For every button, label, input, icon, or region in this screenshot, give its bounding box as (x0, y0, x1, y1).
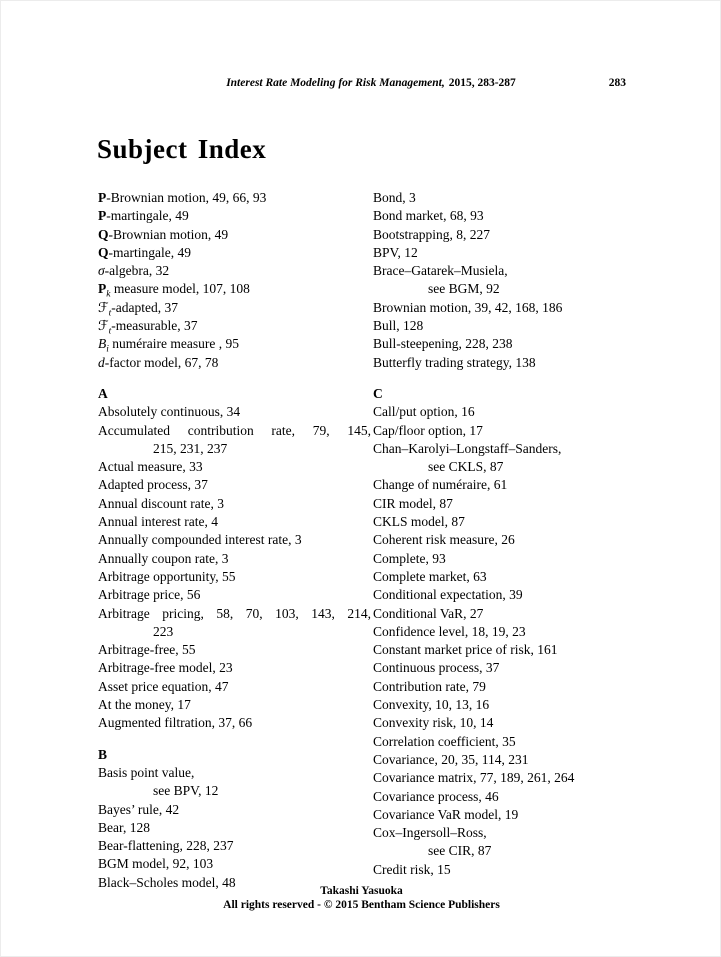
index-entry: Brace–Gatarek–Musiela, (373, 263, 508, 279)
index-entry: Bull-steepening, 228, 238 (373, 336, 513, 352)
index-entry: Confidence level, 18, 19, 23 (373, 623, 526, 639)
index-entry: At the money, 17 (98, 697, 191, 713)
index-letter-heading: C (373, 385, 383, 401)
index-entry: Convexity risk, 10, 14 (373, 715, 494, 731)
index-entry: Bond market, 68, 93 (373, 208, 484, 224)
index-entry: $P_k$ measure model, 107, 108 (98, 281, 250, 301)
index-entry: Arbitrage pricing, 58, 70, 103, 143, 214, (98, 605, 371, 621)
index-entry: Basis point value, (98, 764, 195, 780)
index-entry: Contribution rate, 79 (373, 678, 486, 694)
index-entry: Q-martingale, 49 (98, 244, 191, 260)
index-entry: Arbitrage opportunity, 55 (98, 568, 236, 584)
index-entry-continuation: 223 (153, 623, 174, 639)
index-entry: Bayes’ rule, 42 (98, 801, 180, 817)
index-entry: Arbitrage-free, 55 (98, 642, 196, 658)
index-entry: Q-Brownian motion, 49 (98, 226, 229, 242)
page-footer (1, 884, 721, 912)
page-number: 283 (608, 77, 626, 89)
index-columns (98, 189, 646, 892)
index-entry: Actual measure, 33 (98, 459, 203, 475)
index-entry: ℱ$_t$-adapted, 37 (98, 299, 178, 319)
index-entry: Coherent risk measure, 26 (373, 532, 515, 548)
index-entry: Annually coupon rate, 3 (98, 550, 229, 566)
running-title: Interest Rate Modeling for Risk Management, (226, 77, 445, 89)
index-entry: Conditional VaR, 27 (373, 605, 484, 621)
index-entry-continuation: see BPV, 12 (153, 783, 219, 799)
index-entry: Augmented filtration, 37, 66 (98, 715, 253, 731)
index-entry: Accumulated contribution rate, 79, 145, (98, 422, 371, 438)
index-entry: BGM model, 92, 103 (98, 856, 214, 872)
index-entry: Covariance process, 46 (373, 788, 499, 804)
running-volume-info: 2015, 283-287 (448, 77, 516, 89)
index-entry: Credit risk, 15 (373, 861, 451, 877)
footer-author: Takashi Yasuoka (320, 885, 403, 897)
index-column-left (98, 189, 371, 892)
index-entry: Bond, 3 (373, 190, 416, 205)
index-entry: Bear, 128 (98, 819, 150, 835)
footer-rights: All rights reserved - © 2015 Bentham Science Publishers (223, 899, 500, 911)
index-entry: σ-algebra, 32 (98, 263, 170, 279)
index-entry: Annually compounded interest rate, 3 (98, 532, 302, 548)
index-entry-continuation: see CIR, 87 (428, 843, 492, 859)
index-entry: CKLS model, 87 (373, 514, 465, 530)
index-entry: Chan–Karolyi–Longstaff–Sanders, (373, 440, 562, 456)
index-entry: P-martingale, 49 (98, 208, 189, 224)
index-entry-continuation: see CKLS, 87 (428, 459, 504, 475)
index-entry: Asset price equation, 47 (98, 678, 229, 694)
index-entry: Change of numéraire, 61 (373, 477, 508, 493)
index-entry: Covariance matrix, 77, 189, 261, 264 (373, 770, 575, 786)
index-entry: Constant market price of risk, 161 (373, 642, 558, 658)
index-entry: Covariance VaR model, 19 (373, 806, 519, 822)
index-entry: Complete, 93 (373, 550, 446, 566)
index-entry: Annual interest rate, 4 (98, 514, 218, 530)
index-letter-heading: A (98, 385, 108, 401)
index-entry: ℱ$_t$-measurable, 37 (98, 318, 198, 337)
index-entry-continuation: see BGM, 92 (428, 281, 500, 297)
index-entry: Bear-flattening, 228, 237 (98, 838, 234, 854)
index-entry: Adapted process, 37 (98, 477, 208, 493)
index-entry: Conditional expectation, 39 (373, 587, 523, 603)
index-entry: Annual discount rate, 3 (98, 495, 224, 511)
index-entry: Covariance, 20, 35, 114, 231 (373, 751, 529, 767)
index-entry: Absolutely continuous, 34 (98, 404, 241, 420)
index-entry: Convexity, 10, 13, 16 (373, 697, 490, 713)
index-group (373, 385, 646, 879)
index-group (98, 746, 371, 892)
index-entry: CIR model, 87 (373, 495, 453, 511)
index-entry-continuation: 215, 231, 237 (153, 440, 228, 456)
running-header (98, 77, 644, 89)
index-group (98, 385, 371, 733)
index-entry: Bull, 128 (373, 318, 424, 334)
index-entry: BPV, 12 (373, 244, 418, 260)
index-entry: $B_i$ numéraire measure , 95 (98, 336, 239, 356)
index-column-right (373, 189, 646, 892)
index-entry: Black–Scholes model, 48 (98, 874, 236, 890)
index-entry: Cap/floor option, 17 (373, 422, 483, 438)
index-group (373, 189, 646, 372)
index-entry: Brownian motion, 39, 42, 168, 186 (373, 299, 563, 315)
index-entry: d-factor model, 67, 78 (98, 354, 219, 370)
index-entry: Arbitrage-free model, 23 (98, 660, 233, 676)
index-entry: P-Brownian motion, 49, 66, 93 (98, 190, 267, 205)
index-entry: Arbitrage price, 56 (98, 587, 201, 603)
index-group (98, 189, 371, 372)
index-entry: Continuous process, 37 (373, 660, 500, 676)
index-entry: Butterfly trading strategy, 138 (373, 354, 536, 370)
index-entry: Call/put option, 16 (373, 404, 475, 420)
index-letter-heading: B (98, 746, 108, 762)
index-entry: Complete market, 63 (373, 568, 487, 584)
index-entry: Cox–Ingersoll–Ross, (373, 825, 487, 841)
index-entry: Bootstrapping, 8, 227 (373, 226, 490, 242)
page-title: Subject Index (97, 134, 267, 164)
index-entry: Correlation coefficient, 35 (373, 733, 516, 749)
